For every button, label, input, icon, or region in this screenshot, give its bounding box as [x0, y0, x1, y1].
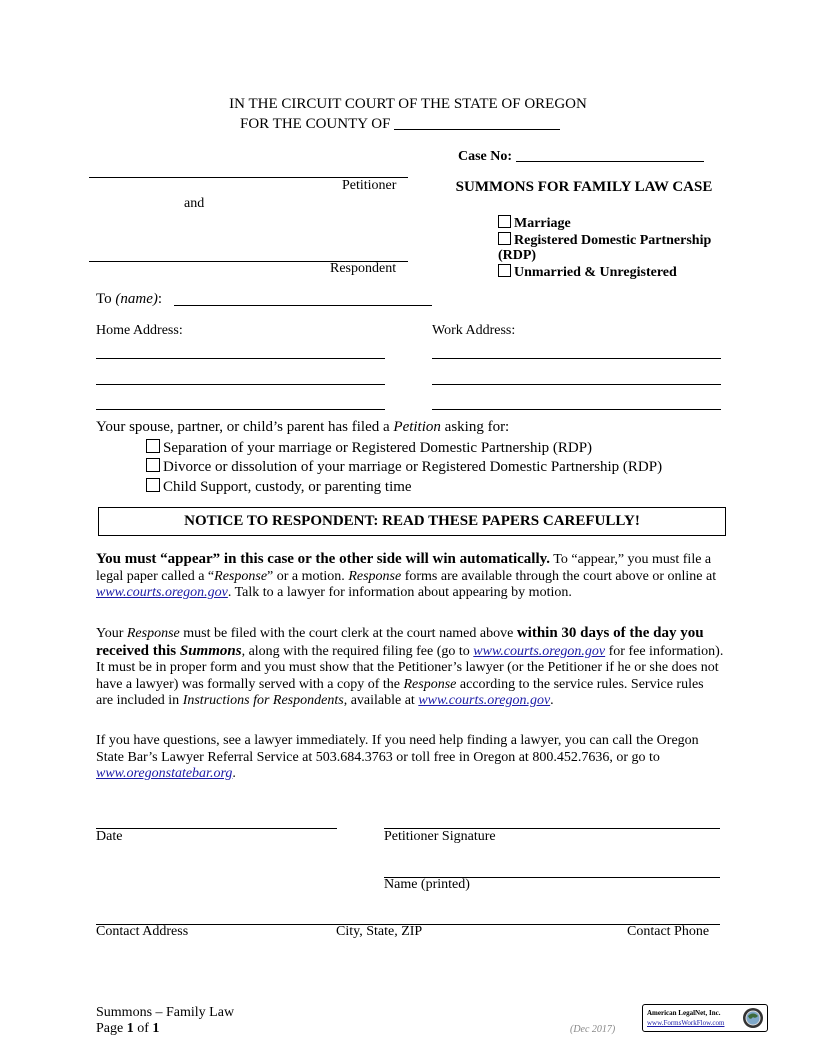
option-label: Child Support, custody, or parenting time [163, 478, 412, 495]
text-run: If you have questions, see a lawyer immediately. If you need help finding a lawyer, you can call the Oregon State Bar’s Lawyer Referral Service at 503.684.3763 or toll free in Oregon at 800.452.7636, or go to [96, 733, 699, 765]
form-name: Summons – Family Law [96, 1005, 235, 1020]
court-heading [0, 96, 816, 113]
county-label: FOR THE COUNTY OF [240, 116, 391, 132]
petition-intro [96, 419, 509, 436]
petition-intro-after: asking for: [440, 419, 510, 435]
and-label: and [184, 196, 205, 211]
option-label: Divorce or dissolution of your marriage or Registered Domestic Partnership (RDP) [163, 459, 663, 476]
option-label: Unmarried & Unregistered [514, 264, 677, 280]
notice-box [98, 507, 726, 536]
appear-paragraph [96, 551, 724, 602]
text-run: . [550, 693, 554, 708]
text-run: . [232, 766, 236, 781]
option-label: Separation of your marriage or Registered Domestic Partnership (RDP) [163, 440, 593, 456]
city-state-zip-label: City, State, ZIP [336, 924, 423, 939]
respondent-to-name-line[interactable] [174, 305, 432, 306]
court-line: IN THE CIRCUIT COURT OF THE STATE OF OREGON [229, 96, 587, 112]
page-of: of [133, 1021, 153, 1036]
appear-warning: You must “appear” in this case or the other side will win automatically. [96, 551, 551, 567]
text-run: Your [96, 626, 127, 641]
option-label: Marriage [514, 216, 571, 231]
work-address-line-1[interactable] [432, 358, 721, 359]
page-prefix: Page [96, 1021, 127, 1036]
petition-option-separation[interactable] [146, 439, 662, 458]
page-total: 1 [152, 1021, 160, 1036]
case-type-options [498, 215, 718, 280]
checkbox-icon[interactable] [498, 264, 511, 277]
contact-phone-label: Contact Phone [627, 924, 710, 939]
petition-intro-before: Your spouse, partner, or child’s parent has filed a [96, 419, 394, 435]
courts-link[interactable]: www.courts.oregon.gov [473, 643, 606, 659]
case-type-marriage[interactable] [498, 215, 718, 232]
to-colon: : [157, 291, 163, 307]
petitioner-label: Petitioner [342, 178, 397, 193]
response-paragraph [96, 625, 724, 710]
text-run: Response [214, 568, 268, 584]
case-type-rdp[interactable] [498, 232, 718, 264]
text-run: ” or a motion. [267, 568, 349, 584]
text-run: Response [403, 676, 457, 692]
to-line [96, 291, 162, 308]
checkbox-icon[interactable] [146, 439, 160, 453]
text-run: Instructions for Respondents [182, 693, 344, 708]
work-address-line-3[interactable] [432, 409, 721, 410]
oregon-bar-link[interactable]: www.oregonstatebar.org [96, 766, 233, 781]
text-run: Response [348, 568, 402, 584]
case-no-label: Case No: [458, 149, 513, 164]
badge-company: American LegalNet, Inc. [647, 1009, 721, 1017]
deadline-text: within 30 days of the day you received this [96, 625, 704, 659]
home-address-line-3[interactable] [96, 409, 385, 410]
home-address-line-1[interactable] [96, 358, 385, 359]
checkbox-icon[interactable] [498, 232, 511, 245]
petition-option-child-support[interactable] [146, 478, 662, 497]
date-line[interactable] [96, 828, 337, 829]
checkbox-icon[interactable] [146, 478, 160, 492]
courts-link[interactable]: www.courts.oregon.gov [96, 585, 228, 600]
lawyer-paragraph [96, 733, 724, 783]
text-run: for fee information). It must be in proper form and you must show that the Petitioner’s lawyer (or the Petitioner if he or she does not have a lawyer) was formally served with a copy of the [96, 643, 724, 692]
text-run: forms are available through the court above or online at [401, 568, 717, 584]
text-run: , along with the required filing fee (go to [241, 643, 474, 659]
case-no-field[interactable] [516, 147, 704, 162]
checkbox-icon[interactable] [146, 458, 160, 472]
courts-link[interactable]: www.courts.oregon.gov [418, 693, 551, 708]
checkbox-icon[interactable] [498, 215, 511, 228]
badge-url: www.FormsWorkFlow.com [647, 1019, 725, 1027]
deadline-summons: Summons [179, 642, 242, 659]
contact-address-label: Contact Address [96, 924, 189, 939]
text-run: , available at [343, 693, 419, 708]
respondent-label: Respondent [330, 261, 397, 276]
text-run: must be filed with the court clerk at the court named above [179, 626, 517, 641]
page-current: 1 [126, 1021, 134, 1036]
date-label: Date [96, 829, 123, 844]
case-number [458, 147, 704, 165]
text-run: . Talk to a lawyer for information about appearing by motion. [227, 585, 572, 600]
county-field[interactable] [394, 115, 560, 130]
globe-icon [742, 1007, 764, 1029]
page-number [96, 1021, 159, 1037]
petitioner-signature-label: Petitioner Signature [384, 829, 496, 844]
text-run: according to the service rules. Service rules are included in [96, 676, 704, 708]
home-address-line-2[interactable] [96, 384, 385, 385]
work-address-label: Work Address: [432, 323, 516, 338]
home-address-label: Home Address: [96, 323, 183, 338]
petition-intro-italic: Petition [393, 419, 441, 435]
text-run: To “appear,” you must file a legal paper called a “ [96, 552, 712, 584]
summons-title: SUMMONS FOR FAMILY LAW CASE [455, 179, 713, 195]
notice-title: NOTICE TO RESPONDENT: READ THESE PAPERS CAREFULLY! [184, 513, 640, 529]
to-label: To [96, 291, 112, 307]
county-line [240, 115, 560, 133]
case-type-unmarried[interactable] [498, 264, 718, 281]
option-label: Registered Domestic Partnership (RDP) [498, 232, 712, 263]
name-printed-label: Name (printed) [384, 877, 470, 892]
revision-date: (Dec 2017) [570, 1024, 616, 1035]
work-address-line-2[interactable] [432, 384, 721, 385]
petition-options [146, 439, 662, 497]
text-run: Response [126, 626, 180, 641]
legalnet-badge[interactable] [642, 1004, 768, 1032]
petition-option-divorce[interactable] [146, 458, 662, 477]
name-label: (name) [115, 291, 158, 307]
